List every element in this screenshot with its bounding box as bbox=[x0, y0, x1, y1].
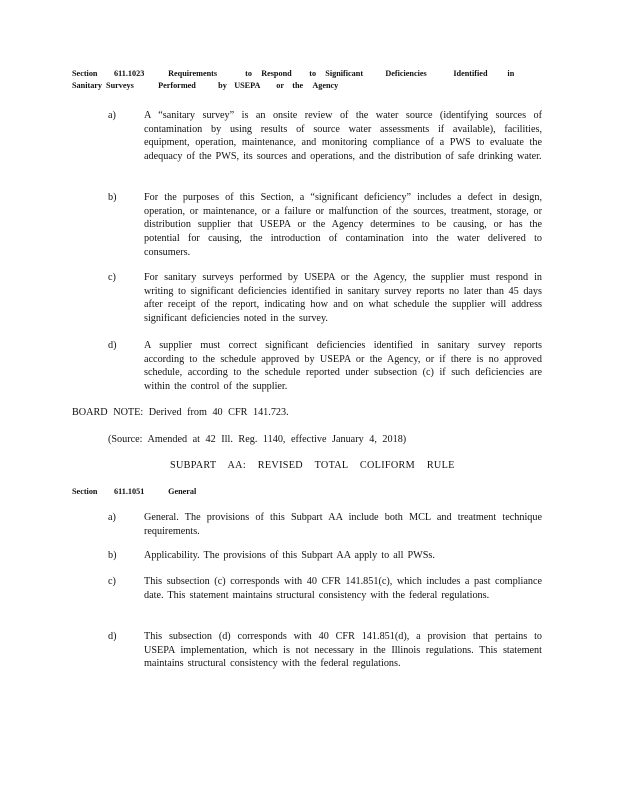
heading-word: 611.1051 bbox=[114, 487, 145, 496]
section-1023-heading-line1 bbox=[72, 68, 542, 80]
item-label: c) bbox=[108, 576, 116, 587]
item-label: b) bbox=[108, 192, 117, 203]
heading-word: Identified bbox=[453, 69, 488, 78]
heading-word: Respond bbox=[261, 69, 292, 78]
heading-word: Requirements bbox=[168, 69, 218, 78]
heading-word: by bbox=[218, 81, 227, 90]
heading-word: General bbox=[168, 487, 197, 496]
item-text: A “sanitary survey” is an onsite review of the water source (identifying sources of contamination by using results of source water assessments if available), facilities, equipment, operation, maintenance, and monitoring compliance of a PWS to evaluate the adequacy of the PWS, its sources and operations, and the distribution of safe drinking water. bbox=[144, 110, 542, 163]
heading-word: Surveys bbox=[106, 81, 134, 90]
item-text: For the purposes of this Section, a “significant deficiency” includes a defect in design, operation, or maintenance, or a failure or malfunction of the sources, treatment, storage, or distribution supplier that USEPA or the Agency determines to be causing, or has the potential for causing, the introduction of contamination into the water delivered to consumers. bbox=[144, 192, 542, 258]
item-label: a) bbox=[108, 512, 116, 523]
item-label: c) bbox=[108, 272, 116, 283]
section-1051-heading bbox=[72, 486, 542, 498]
heading-word: Agency bbox=[312, 81, 339, 90]
item-label: a) bbox=[108, 110, 116, 121]
heading-word: or bbox=[276, 81, 284, 90]
heading-word: Section bbox=[72, 69, 98, 78]
board-note: BOARD NOTE: Derived from 40 CFR 141.723. bbox=[72, 407, 289, 418]
item-text: For sanitary surveys performed by USEPA or the Agency, the supplier must respond in writing to significant deficiencies identified in sanitary survey reports no later than 45 days after receipt of the report, indicating how and on what schedule the supplier will address significant deficiencies noted in the survey. bbox=[144, 272, 542, 325]
item-label: d) bbox=[108, 631, 117, 642]
item-text: Applicability. The provisions of this Subpart AA apply to all PWSs. bbox=[144, 550, 435, 561]
heading-word: 611.1023 bbox=[114, 69, 145, 78]
heading-word: Deficiencies bbox=[385, 69, 427, 78]
item-label: b) bbox=[108, 550, 117, 561]
heading-word: USEPA bbox=[234, 81, 261, 90]
heading-word: Sanitary bbox=[72, 81, 103, 90]
item-text: This subsection (c) corresponds with 40 CFR 141.851(c), which includes a past compliance date. This statement maintains structural consistency with the federal regulations. bbox=[144, 576, 542, 601]
section-1023-heading bbox=[72, 68, 542, 92]
item-label: d) bbox=[108, 340, 117, 351]
item-text: General. The provisions of this Subpart AA include both MCL and treatment technique requirements. bbox=[144, 512, 542, 537]
heading-word: Section bbox=[72, 487, 98, 496]
heading-word: Significant bbox=[325, 69, 364, 78]
heading-word: in bbox=[507, 69, 515, 78]
item-text: A supplier must correct significant deficiencies identified in sanitary survey reports according to the schedule approved by USEPA or the Agency, or if there is no approved schedule, according to the schedule reported under subsection (c) if such deficiencies are within the control of the supplier. bbox=[144, 340, 542, 393]
heading-word: the bbox=[292, 81, 304, 90]
source-note: (Source: Amended at 42 Ill. Reg. 1140, effective January 4, 2018) bbox=[108, 434, 407, 445]
subpart-heading: SUBPART AA: REVISED TOTAL COLIFORM RULE bbox=[170, 460, 455, 471]
heading-word: Performed bbox=[158, 81, 196, 90]
heading-word: to bbox=[309, 69, 317, 78]
heading-word: to bbox=[245, 69, 252, 78]
section-1023-heading-line2 bbox=[72, 80, 542, 92]
item-text: This subsection (d) corresponds with 40 CFR 141.851(d), a provision that pertains to USEPA implementation, which is not necessary in the Illinois regulations. This statement maintains structural consistency with the federal regulations. bbox=[144, 631, 542, 670]
